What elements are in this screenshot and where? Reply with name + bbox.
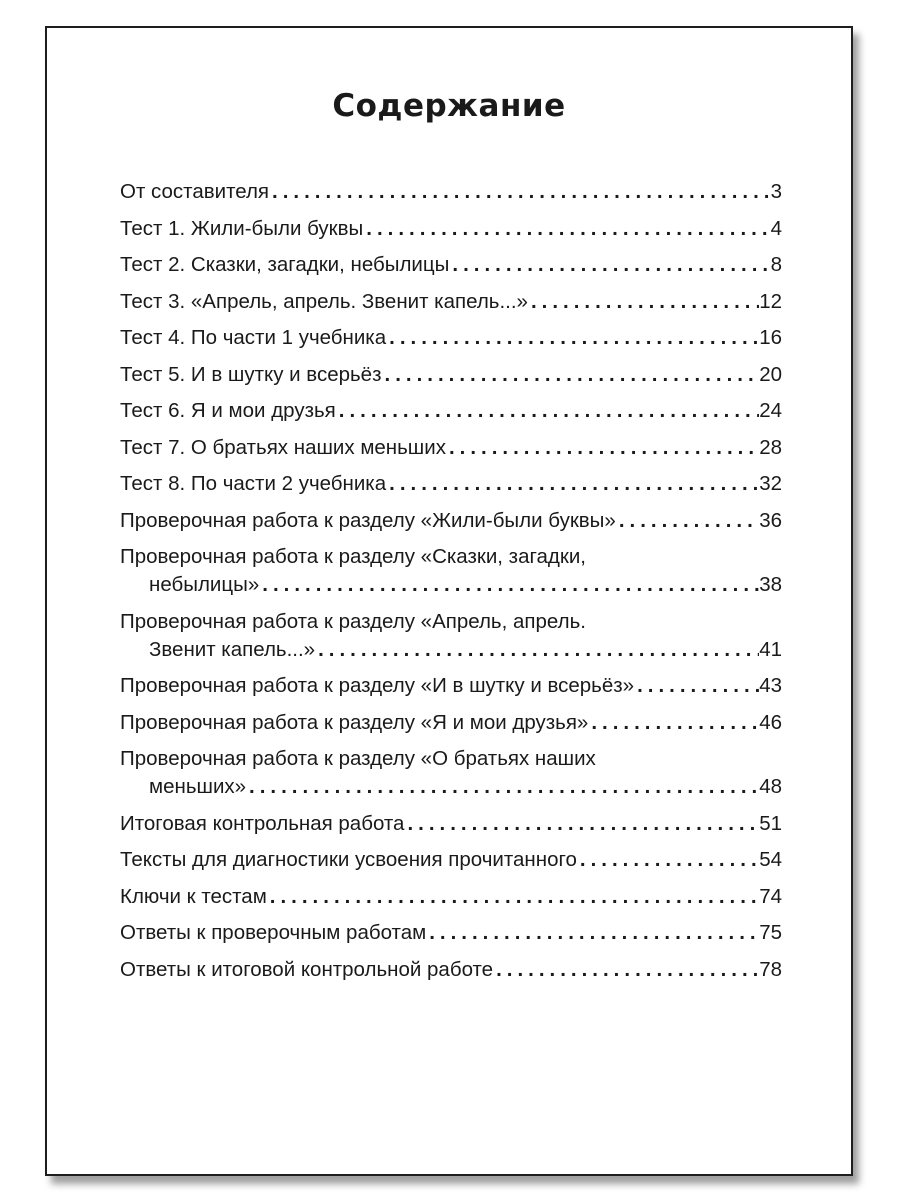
toc-entry-title: Проверочная работа к разделу «О братьях наших [120,747,596,770]
toc-entry-title: Тексты для диагностики усвоения прочитанного [120,848,577,871]
toc-entry-line [120,709,782,737]
toc-page-number: 20 [759,362,782,386]
toc-entry-title: Тест 6. Я и мои друзья [120,399,336,422]
toc-entry-line [120,883,782,911]
toc-entry-title: Итоговая контрольная работа [120,811,405,835]
dot-leader [336,397,759,425]
toc-page-number: 43 [759,674,782,697]
dot-leader [246,773,759,801]
dot-leader [588,709,759,737]
toc-entry [120,543,782,599]
toc-entry-line [120,919,782,947]
document-page [45,26,853,1176]
toc-page-number: 24 [759,399,782,422]
toc-entry-line [120,288,782,316]
toc-entry-title: Тест 7. О братьях наших меньших [120,435,446,459]
dot-leader [267,883,759,911]
toc-entry-title: Проверочная работа к разделу «Я и мои друзья» [120,710,589,734]
toc-page-number: 4 [770,216,782,240]
toc-entry-line [120,636,782,664]
toc-entry-line [120,672,782,700]
toc-entry-line [120,543,782,571]
toc-entry-title: Ключи к тестам [120,884,267,908]
toc-entry [120,810,782,838]
toc-entry-title: Проверочная работа к разделу «Апрель, апрель. [120,609,586,633]
page-title: Содержание [332,88,566,124]
toc-entry [120,608,782,664]
dot-leader [404,810,759,838]
toc-entry [120,672,782,700]
toc-page-number: 8 [770,253,782,276]
toc-page-number: 38 [759,573,782,596]
toc-page-number: 28 [759,435,782,459]
dot-leader [634,672,759,700]
toc-page-number: 51 [759,811,782,835]
dot-leader [386,324,759,352]
dot-leader [382,361,760,389]
toc-entry [120,324,782,352]
toc-page-number: 75 [759,921,782,944]
toc-entry [120,178,782,206]
dot-leader [315,636,759,664]
dot-leader [446,434,759,462]
toc-entry [120,215,782,243]
toc-entry-line [120,361,782,389]
dot-leader [616,507,759,535]
toc-entry [120,470,782,498]
toc-page-number: 41 [759,637,782,661]
toc-entry-line [120,608,782,636]
toc-entry-line [120,178,782,206]
toc-entry-line [120,324,782,352]
toc-entry-title: Тест 5. И в шутку и всерьёз [120,362,382,386]
toc-entry [120,919,782,947]
toc-entry [120,361,782,389]
table-of-contents [120,178,782,992]
toc-entry-line [120,434,782,462]
toc-entry-line [120,571,782,599]
toc-entry [120,288,782,316]
dot-leader [259,571,759,599]
dot-leader [363,215,770,243]
toc-entry [120,507,782,535]
dot-leader [577,846,759,874]
toc-entry [120,745,782,801]
toc-entry-line [120,745,782,773]
toc-page-number: 3 [770,180,782,203]
toc-entry [120,709,782,737]
toc-entry [120,956,782,984]
dot-leader [426,919,759,947]
toc-entry-line [120,470,782,498]
toc-entry-title: Тест 1. Жили-были буквы [120,216,364,240]
toc-entry-title: Ответы к проверочным работам [120,921,427,944]
toc-entry-line [120,810,782,838]
toc-page-number: 16 [759,326,782,349]
dot-leader [528,288,759,316]
toc-entry-title: Проверочная работа к разделу «Жили-были буквы» [120,508,616,532]
dot-leader [269,178,771,206]
toc-page-number: 12 [759,289,782,313]
toc-entry-line [120,215,782,243]
toc-entry-title: Проверочная работа к разделу «И в шутку и всерьёз» [120,674,635,697]
toc-entry-line [120,846,782,874]
toc-page-number: 74 [759,884,782,908]
toc-entry-title: Тест 8. По части 2 учебника [120,472,387,495]
dot-leader [449,251,770,279]
toc-entry-line [120,251,782,279]
toc-entry-title: меньших» [149,775,247,798]
toc-page-number: 48 [759,775,782,798]
toc-entry-title: Звенит капель...» [149,637,316,661]
toc-entry [120,434,782,462]
toc-entry-title: От составителя [120,180,270,203]
toc-page-number: 46 [759,710,782,734]
toc-entry-title: Тест 3. «Апрель, апрель. Звенит капель...» [120,289,528,313]
toc-entry [120,251,782,279]
toc-page-number: 78 [759,957,782,981]
toc-entry-line [120,773,782,801]
dot-leader [493,956,759,984]
toc-entry-title: Проверочная работа к разделу «Сказки, загадки, [120,545,586,568]
toc-entry [120,883,782,911]
toc-entry-title: Ответы к итоговой контрольной работе [120,957,494,981]
toc-entry [120,397,782,425]
toc-page-number: 32 [759,472,782,495]
toc-entry-line [120,956,782,984]
toc-entry-line [120,507,782,535]
toc-entry-title: Тест 4. По части 1 учебника [120,326,387,349]
toc-entry-title: небылицы» [149,573,260,596]
toc-page-number: 54 [759,848,782,871]
dot-leader [386,470,759,498]
toc-entry-line [120,397,782,425]
toc-entry-title: Тест 2. Сказки, загадки, небылицы [120,253,450,276]
toc-entry [120,846,782,874]
toc-page-number: 36 [759,508,782,532]
